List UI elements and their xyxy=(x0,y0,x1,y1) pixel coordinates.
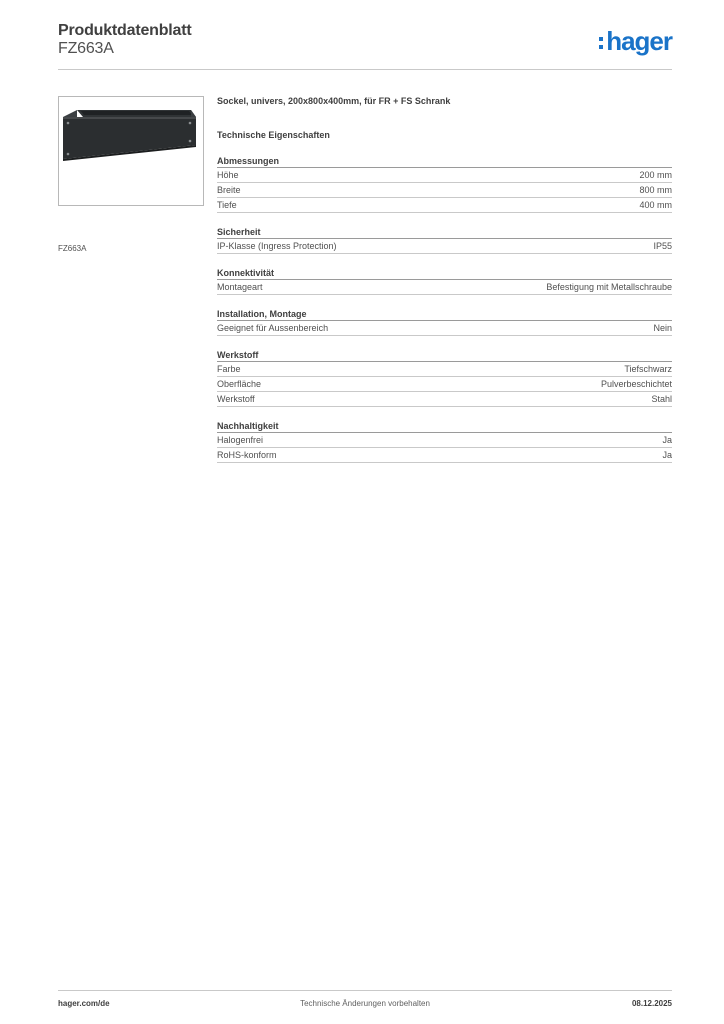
spec-value: Ja xyxy=(662,450,672,460)
spec-label: IP-Klasse (Ingress Protection) xyxy=(217,241,337,251)
group-title: Nachhaltigkeit xyxy=(217,421,672,433)
spec-value: Nein xyxy=(653,323,672,333)
spec-group-connectivity xyxy=(217,268,672,295)
product-base-image xyxy=(59,97,203,205)
group-title: Installation, Montage xyxy=(217,309,672,321)
spec-value: Ja xyxy=(662,435,672,445)
logo-dots-icon xyxy=(599,37,603,49)
footer-date: 08.12.2025 xyxy=(631,999,672,1008)
spec-label: Tiefe xyxy=(217,200,237,210)
spec-label: Montageart xyxy=(217,282,263,292)
article-number: FZ663A xyxy=(58,40,114,57)
spec-group-material xyxy=(217,350,672,407)
spec-label: Höhe xyxy=(217,170,239,180)
spec-row xyxy=(217,392,672,407)
group-title: Sicherheit xyxy=(217,227,672,239)
spec-row xyxy=(217,433,672,448)
spec-row xyxy=(217,448,672,463)
spec-label: Geeignet für Aussenbereich xyxy=(217,323,329,333)
spec-row xyxy=(217,362,672,377)
spec-row xyxy=(217,239,672,254)
section-heading: Technische Eigenschaften xyxy=(217,130,330,140)
spec-row xyxy=(217,280,672,295)
spec-label: RoHS-konform xyxy=(217,450,277,460)
spec-row xyxy=(217,183,672,198)
footer-notice: Technische Änderungen vorbehalten xyxy=(300,999,430,1008)
spec-label: Oberfläche xyxy=(217,379,262,389)
hager-logo xyxy=(599,28,672,54)
spec-value: 400 mm xyxy=(639,200,672,210)
logo-wordmark: hager xyxy=(606,26,672,56)
image-caption: FZ663A xyxy=(58,244,87,253)
spec-value: Pulverbeschichtet xyxy=(600,379,672,389)
spec-row xyxy=(217,377,672,392)
spec-row xyxy=(217,321,672,336)
page-header xyxy=(58,22,672,70)
spec-value: 200 mm xyxy=(639,170,672,180)
spec-row xyxy=(217,198,672,213)
spec-label: Halogenfrei xyxy=(217,435,264,445)
footer-website-link[interactable]: hager.com/de xyxy=(58,999,110,1008)
spec-content xyxy=(217,96,672,477)
spec-group-sustainability xyxy=(217,421,672,463)
spec-label: Werkstoff xyxy=(217,394,255,404)
spec-value: Stahl xyxy=(651,394,672,404)
spec-row xyxy=(217,168,672,183)
group-title: Werkstoff xyxy=(217,350,672,362)
product-description: Sockel, univers, 200x800x400mm, für FR + FS Schrank xyxy=(217,96,451,106)
page-title: Produktdatenblatt xyxy=(58,22,192,39)
spec-group-safety xyxy=(217,227,672,254)
spec-label: Breite xyxy=(217,185,241,195)
spec-value: Tiefschwarz xyxy=(624,364,672,374)
group-title: Konnektivität xyxy=(217,268,672,280)
product-image xyxy=(58,96,204,206)
spec-label: Farbe xyxy=(217,364,241,374)
group-title: Abmessungen xyxy=(217,156,672,168)
spec-group-dimensions xyxy=(217,156,672,213)
page-footer xyxy=(58,990,672,1014)
spec-value: IP55 xyxy=(653,241,672,251)
spec-value: Befestigung mit Metallschraube xyxy=(546,282,672,292)
spec-group-installation xyxy=(217,309,672,336)
spec-value: 800 mm xyxy=(639,185,672,195)
